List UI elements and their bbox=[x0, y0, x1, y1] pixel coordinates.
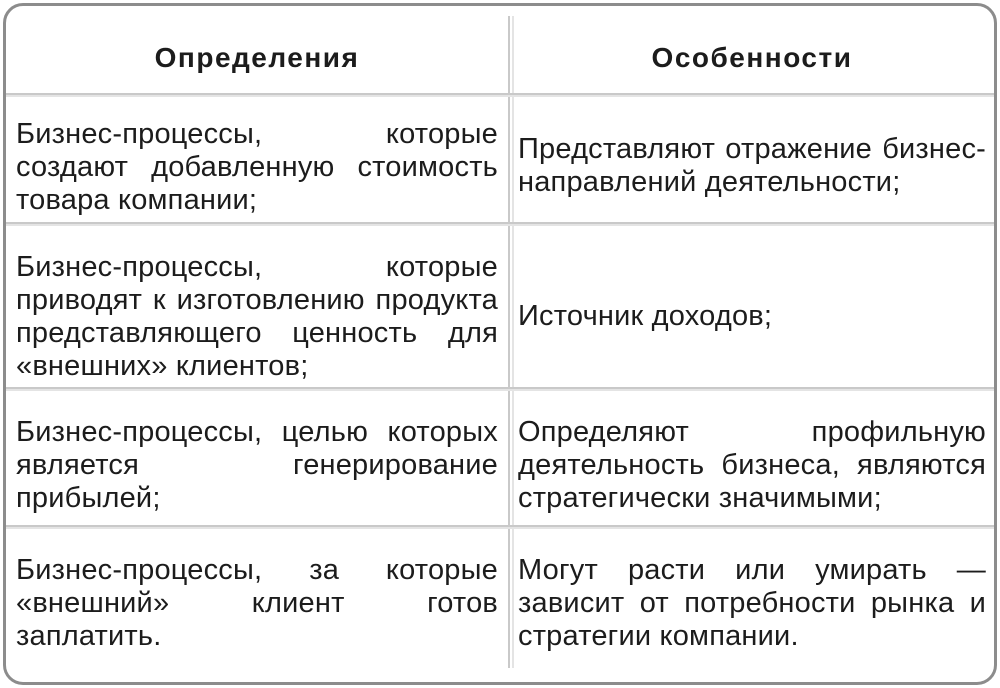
row-1-definition: Бизнес-процессы, которые создают добавленную стоимость товара компании; bbox=[16, 118, 498, 216]
row-divider bbox=[6, 222, 994, 224]
row-1-feature: Представляют отражение бизнес-направлений деятельности; bbox=[518, 133, 986, 198]
row-divider bbox=[6, 387, 994, 389]
row-2-feature: Источник доходов; bbox=[518, 300, 773, 332]
table-frame bbox=[3, 3, 997, 685]
row-4-feature: Могут расти или умирать — зависит от потребности рынка и стратегии компании. bbox=[518, 554, 986, 652]
header-features: Особенности bbox=[651, 42, 853, 73]
column-divider bbox=[508, 16, 510, 668]
row-2-definition: Бизнес-процессы, которые приводят к изготовлению продукта представляющего ценность для «внешних» клиентов; bbox=[16, 251, 498, 382]
row-3-definition: Бизнес-процессы, целью которых является генерирование прибылей; bbox=[16, 416, 498, 514]
header-definitions: Определения bbox=[154, 42, 360, 73]
row-3-feature: Определяют профильную деятельность бизнеса, являются стратегически значимыми; bbox=[518, 416, 986, 514]
row-divider bbox=[6, 93, 994, 95]
row-4-definition: Бизнес-процессы, за которые «внешний» клиент готов заплатить. bbox=[16, 554, 498, 652]
row-divider bbox=[6, 525, 994, 527]
